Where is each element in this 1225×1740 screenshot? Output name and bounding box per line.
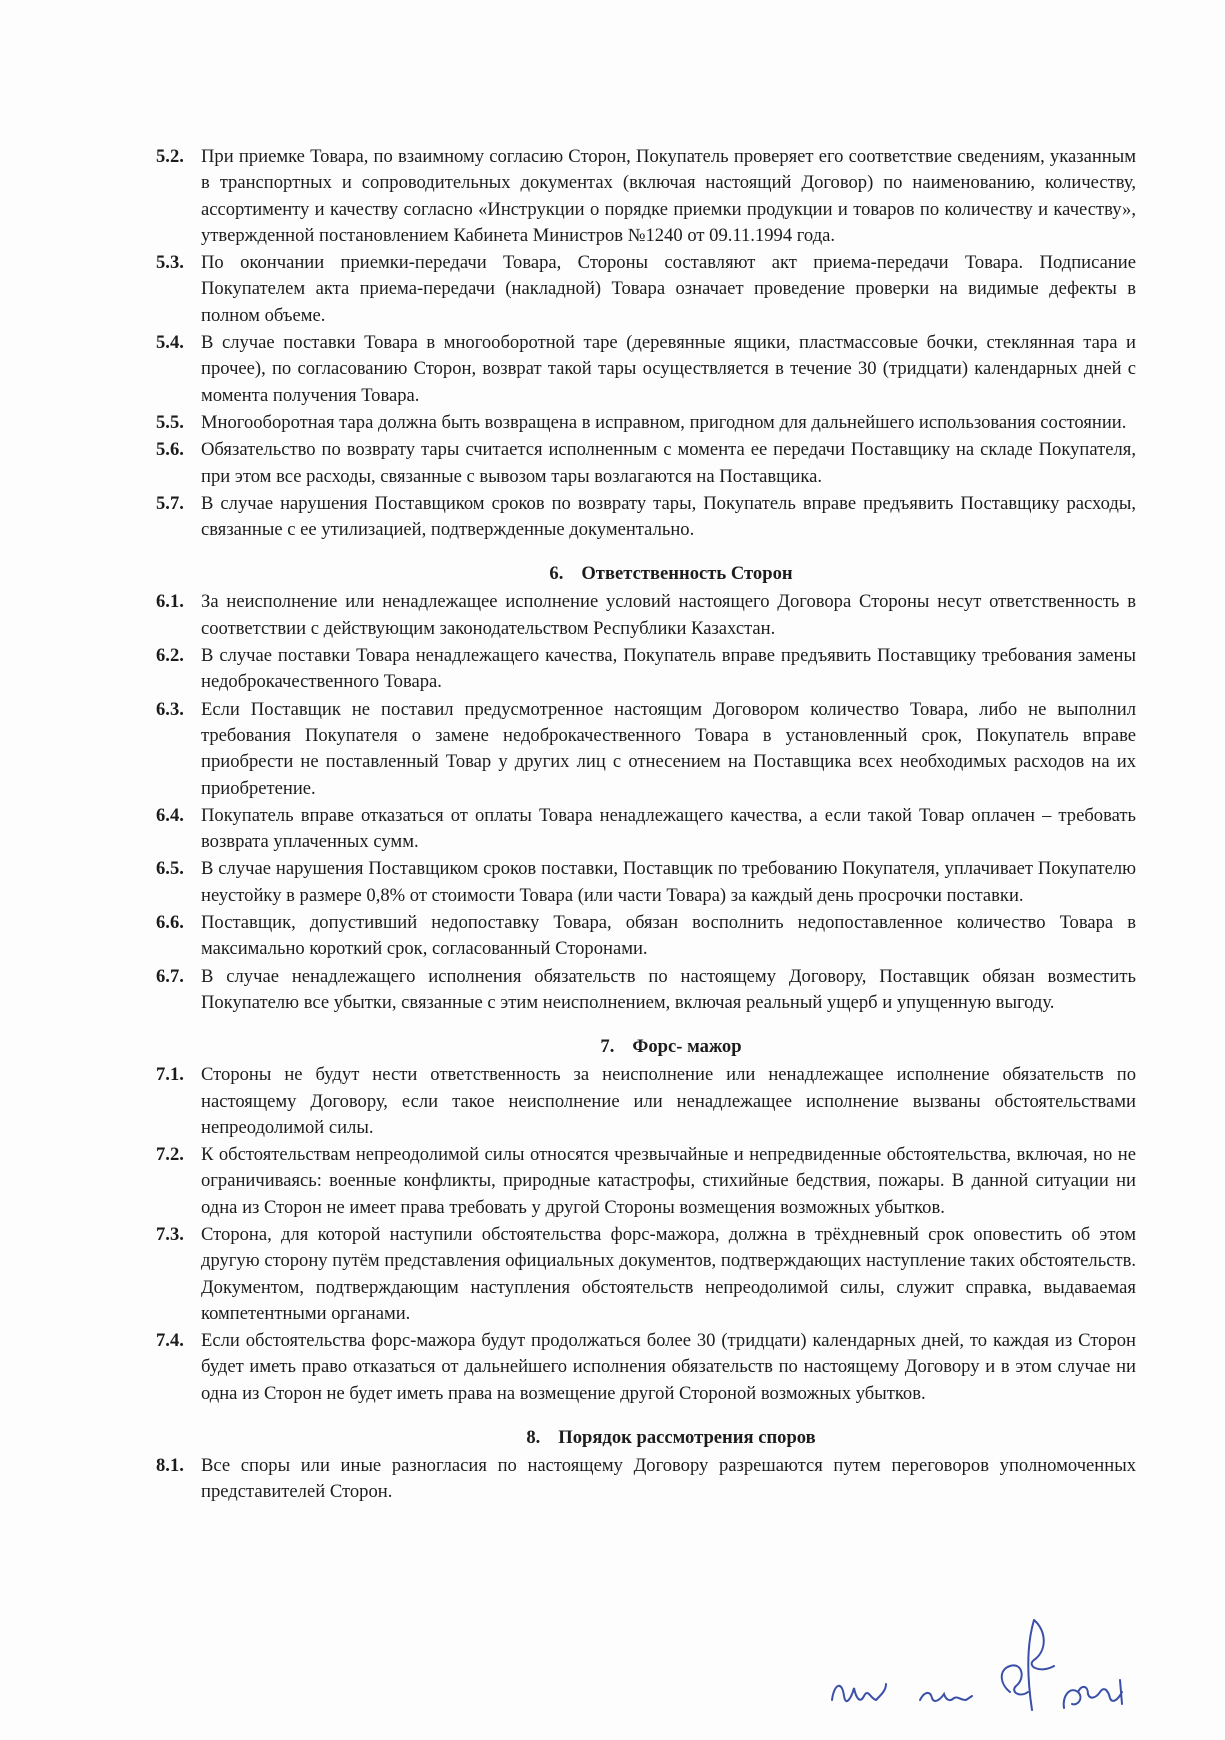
handwritten-signatures	[820, 1600, 1140, 1720]
clause-text: К обстоятельствам непреодолимой силы относятся чрезвычайные и непредвиденные обстоятельства, включая, но не ограничиваясь: военные конфликты, природные катастрофы, стихийные бедствия, пожары. В данной ситуации ни одна из Сторон не имеет права требовать у другой Стороны возмещения возможных убытков.	[201, 1144, 1136, 1218]
clause-text: Сторона, для которой наступили обстоятельства форс-мажора, должна в трёхдневный срок оповестить об этом другую сторону путём представления официальных документов, подтверждающих наступление таких обстоятельств. Документом, подтверждающим наступления обстоятельств непреодолимой силы, служит справка, выдаваемая компетентными органами.	[201, 1223, 1136, 1324]
clause-number: 7.4.	[156, 1330, 184, 1352]
clause-text: В случае поставки Товара ненадлежащего качества, Покупатель вправе предъявить Поставщику требования замены недоброкачественного Товара.	[201, 645, 1136, 693]
signature-marks	[820, 1600, 1140, 1720]
clause	[156, 144, 1136, 249]
clause-number: 6.7.	[156, 965, 184, 987]
clause-number: 6.3.	[156, 698, 184, 720]
clause	[156, 1328, 1136, 1407]
section-title: Форс- мажор	[632, 1036, 742, 1058]
clause-text: В случае ненадлежащего исполнения обязательств по настоящему Договору, Поставщик обязан возместить Покупателю все убытки, связанные с этим неисполнением, включая реальный ущерб и упущенную выгоду.	[201, 965, 1136, 1013]
clause	[156, 1062, 1136, 1141]
clause-number: 8.1.	[156, 1455, 184, 1477]
clause-number: 5.7.	[156, 492, 184, 514]
clause-text: В случае поставки Товара в многооборотной таре (деревянные ящики, пластмассовые бочки, стеклянная тара и прочее), по согласованию Сторон, возврат такой тары осуществляется в течение 30 (тридцати) календарных дней с момента получения Товара.	[201, 332, 1136, 406]
clause-text: Все споры или иные разногласия по настоящему Договору разрешаются путем переговоров уполномоченных представителей Сторон.	[201, 1455, 1136, 1503]
clause	[156, 964, 1136, 1017]
clause-number: 6.5.	[156, 858, 184, 880]
clause-text: Поставщик, допустивший недопоставку Товара, обязан восполнить недопоставленное количество Товара в максимально короткий срок, согласованный Сторонами.	[201, 912, 1136, 960]
clause-number: 5.3.	[156, 252, 184, 274]
contract-body	[156, 144, 1136, 1507]
clause	[156, 410, 1136, 436]
signature-4	[1064, 1680, 1122, 1708]
clause-text: В случае нарушения Поставщиком сроков по возврату тары, Покупатель вправе предъявить Поставщику расходы, связанные с ее утилизацией, подтвержденные документально.	[201, 492, 1136, 541]
clause-text: За неисполнение или ненадлежащее исполнение условий настоящего Договора Стороны несут ответственность в соответствии с действующим законодательством Республики Казахстан.	[201, 591, 1136, 639]
clause-text: Если Поставщик не поставил предусмотренное настоящим Договором количество Товара, либо не выполнил требования Покупателя о замене недоброкачественного Товара в установленный срок, Покупатель вправе приобрести не поставленный Товар у других лиц с отнесением на Поставщика всех необходимых расходов на их приобретение.	[201, 698, 1136, 799]
clause	[156, 1222, 1136, 1327]
clause-text: Обязательство по возврату тары считается исполненным с момента ее передачи Поставщику на складе Покупателя, при этом все расходы, связанные с вывозом тары возлагаются на Поставщика.	[201, 439, 1136, 487]
clause	[156, 856, 1136, 909]
section-heading	[156, 561, 1136, 587]
clause-text: В случае нарушения Поставщиком сроков поставки, Поставщик по требованию Покупателя, уплачивает Покупателю неустойку в размере 0,8% от стоимости Товара (или части Товара) за каждый день просрочки поставки.	[201, 858, 1136, 906]
section-heading	[156, 1034, 1136, 1060]
clause	[156, 643, 1136, 696]
clause-text: Стороны не будут нести ответственность за неисполнение или ненадлежащее исполнение обязательств по настоящему Договору, если такое неисполнение или ненадлежащее исполнение вызваны обстоятельствами непреодолимой силы.	[201, 1064, 1136, 1138]
clause	[156, 1142, 1136, 1221]
clause-number: 7.2.	[156, 1144, 184, 1166]
clause-text: Многооборотная тара должна быть возвращена в исправном, пригодном для дальнейшего использования состоянии.	[201, 411, 1127, 433]
clause	[156, 437, 1136, 490]
clause-text: При приемке Товара, по взаимному согласию Сторон, Покупатель проверяет его соответствие сведениям, указанным в транспортных и сопроводительных документах (включая настоящий Договор) по наименованию, количеству, ассортименту и качеству согласно «Инструкции о порядке приемки продукции и товаров по количеству и качеству», утвержденной постановлением Кабинета Министров №1240 от 09.11.1994 года.	[201, 146, 1136, 246]
clause	[156, 330, 1136, 409]
clause	[156, 250, 1136, 329]
clause-number: 6.1.	[156, 591, 184, 613]
signature-1	[832, 1684, 886, 1701]
section-title: Порядок рассмотрения споров	[558, 1427, 816, 1449]
clause-number: 6.6.	[156, 912, 184, 934]
signature-3	[1002, 1620, 1054, 1710]
section-number: 7.	[600, 1036, 615, 1058]
clause-number: 5.4.	[156, 332, 184, 354]
clause-number: 5.6.	[156, 439, 184, 461]
clause	[156, 491, 1136, 544]
clause-number: 5.5.	[156, 411, 184, 433]
clause-text: По окончании приемки-передачи Товара, Стороны составляют акт приема-передачи Товара. Подписание Покупателем акта приема-передачи (накладной) Товара означает проведение проверки на видимые дефекты в полном объеме.	[201, 252, 1136, 326]
clause-text: Покупатель вправе отказаться от оплаты Товара ненадлежащего качества, а если такой Товар оплачен – требовать возврата уплаченных сумм.	[201, 804, 1136, 853]
clause	[156, 589, 1136, 642]
clause	[156, 803, 1136, 856]
section-title: Ответственность Сторон	[581, 563, 793, 585]
clause-text: Если обстоятельства форс-мажора будут продолжаться более 30 (тридцати) календарных дней, то каждая из Сторон будет иметь право отказаться от дальнейшего исполнения обязательств по настоящему Договору и в этом случае ни одна из Сторон не будет иметь права на возмещение другой Стороной возможных убытков.	[201, 1330, 1136, 1404]
clause-number: 7.1.	[156, 1064, 184, 1086]
section-heading	[156, 1425, 1136, 1451]
section-number: 8.	[526, 1427, 541, 1449]
clause	[156, 910, 1136, 963]
section-number: 6.	[549, 563, 564, 585]
clause	[156, 697, 1136, 802]
clause	[156, 1453, 1136, 1506]
clause-number: 5.2.	[156, 146, 184, 167]
clause-number: 7.3.	[156, 1223, 184, 1245]
signature-2	[920, 1693, 972, 1701]
clause-number: 6.2.	[156, 645, 184, 667]
clause-number: 6.4.	[156, 804, 184, 826]
